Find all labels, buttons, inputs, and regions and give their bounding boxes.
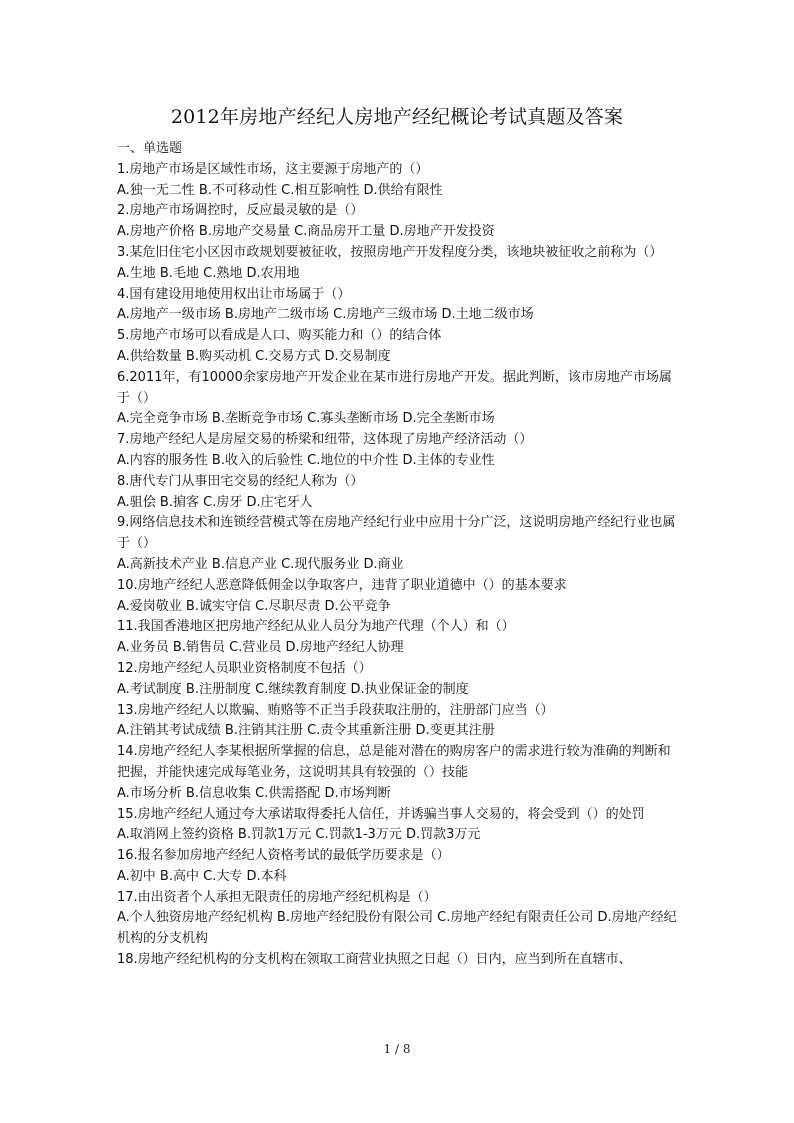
question-text: 2.房地产市场调控时，反应最灵敏的是（） <box>117 203 364 219</box>
answer-options: A.内容的服务性 B.收入的后验性 C.地位的中介性 D.主体的专业性 <box>117 452 495 468</box>
answer-options: A.供给数量 B.购买动机 C.交易方式 D.交易制度 <box>117 348 391 364</box>
answer-options: A.注销其考试成绩 B.注销其注册 C.责令其重新注册 D.变更其注册 <box>117 723 495 739</box>
answer-options: A.市场分析 B.信息收集 C.供需搭配 D.市场判断 <box>117 785 391 801</box>
page-number: 1 / 8 <box>383 1042 411 1056</box>
document-title: 2012年房地产经纪人房地产经纪概论考试真题及答案 <box>170 106 624 128</box>
answer-options: A.爱岗敬业 B.诚实守信 C.尽职尽责 D.公平竞争 <box>117 598 391 614</box>
question-text: 4.国有建设用地使用权出让市场属于（） <box>117 286 351 302</box>
question-text: 5.房地产市场可以看成是人口、购买能力和（）的结合体 <box>117 328 442 344</box>
question-text: 17.由出资者个人承担无限责任的房地产经纪机构是（） <box>117 889 437 905</box>
question-text: 8.唐代专门从事田宅交易的经纪人称为（） <box>117 473 364 489</box>
question-text: 14.房地产经纪人李某根据所掌握的信息，总是能对潜在的购房客户的需求进行较为准确的判断和把握，并能快速完成每笔业务，这说明其具有较强的（）技能 <box>117 744 671 780</box>
answer-options: A.个人独资房地产经纪机构 B.房地产经纪股份有限公司 C.房地产经纪有限责任公司 D.房地产经纪机构的分支机构 <box>117 910 677 947</box>
answer-options: A.生地 B.毛地 C.熟地 D.农用地 <box>117 265 300 281</box>
answer-options: A.房地产一级市场 B.房地产二级市场 C.房地产三级市场 D.土地二级市场 <box>117 307 534 323</box>
answer-options: A.初中 B.高中 C.大专 D.本科 <box>117 868 287 884</box>
answer-options: A.驵侩 B.掮客 C.房牙 D.庄宅牙人 <box>117 494 313 510</box>
question-text: 16.报名参加房地产经纪人资格考试的最低学历要求是（） <box>117 848 450 864</box>
question-text: 13.房地产经纪人以欺骗、贿赂等不正当手段获取注册的，注册部门应当（） <box>117 702 554 718</box>
question-text: 1.房地产市场是区域性市场，这主要源于房地产的（） <box>117 161 429 177</box>
question-text: 11.我国香港地区把房地产经纪从业人员分为地产代理（个人）和（） <box>117 619 515 635</box>
answer-options: A.高新技术产业 B.信息产业 C.现代服务业 D.商业 <box>117 556 404 572</box>
question-text: 6.2011年，有10000余家房地产开发企业在某市进行房地产开发。据此判断，该市房地产市场属于（） <box>117 369 672 406</box>
answer-options: A.业务员 B.销售员 C.营业员 D.房地产经纪人协理 <box>117 640 404 656</box>
question-text: 10.房地产经纪人恶意降低佣金以争取客户，违背了职业道德中（）的基本要求 <box>117 577 567 593</box>
answer-options: A.取消网上签约资格 B.罚款1万元 C.罚款1-3万元 D.罚款3万元 <box>117 827 481 843</box>
document-body <box>117 139 677 971</box>
section-heading: 一、单选题 <box>117 141 183 156</box>
question-text: 7.房地产经纪人是房屋交易的桥梁和纽带，这体现了房地产经济活动（） <box>117 432 533 448</box>
question-text: 18.房地产经纪机构的分支机构在领取工商营业执照之日起（）日内，应当到所在直辖市、 <box>117 952 632 968</box>
answer-options: A.房地产价格 B.房地产交易量 C.商品房开工量 D.房地产开发投资 <box>117 224 495 240</box>
answer-options: A.考试制度 B.注册制度 C.继续教育制度 D.执业保证金的制度 <box>117 681 469 697</box>
question-text: 15.房地产经纪人通过夸大承诺取得委托人信任，并诱骗当事人交易的，将会受到（）的处罚 <box>117 806 645 822</box>
answer-options: A.独一无二性 B.不可移动性 C.相互影响性 D.供给有限性 <box>117 182 443 198</box>
question-text: 3.某危旧住宅小区因市政规划要被征收，按照房地产开发程度分类，该地块被征收之前称为（） <box>117 244 663 260</box>
answer-options: A.完全竞争市场 B.垄断竞争市场 C.寡头垄断市场 D.完全垄断市场 <box>117 411 495 427</box>
question-text: 12.房地产经纪人员职业资格制度不包括（） <box>117 660 372 676</box>
question-text: 9.网络信息技术和连锁经营模式等在房地产经纪行业中应用十分广泛，这说明房地产经纪行业也属于（） <box>117 515 676 552</box>
